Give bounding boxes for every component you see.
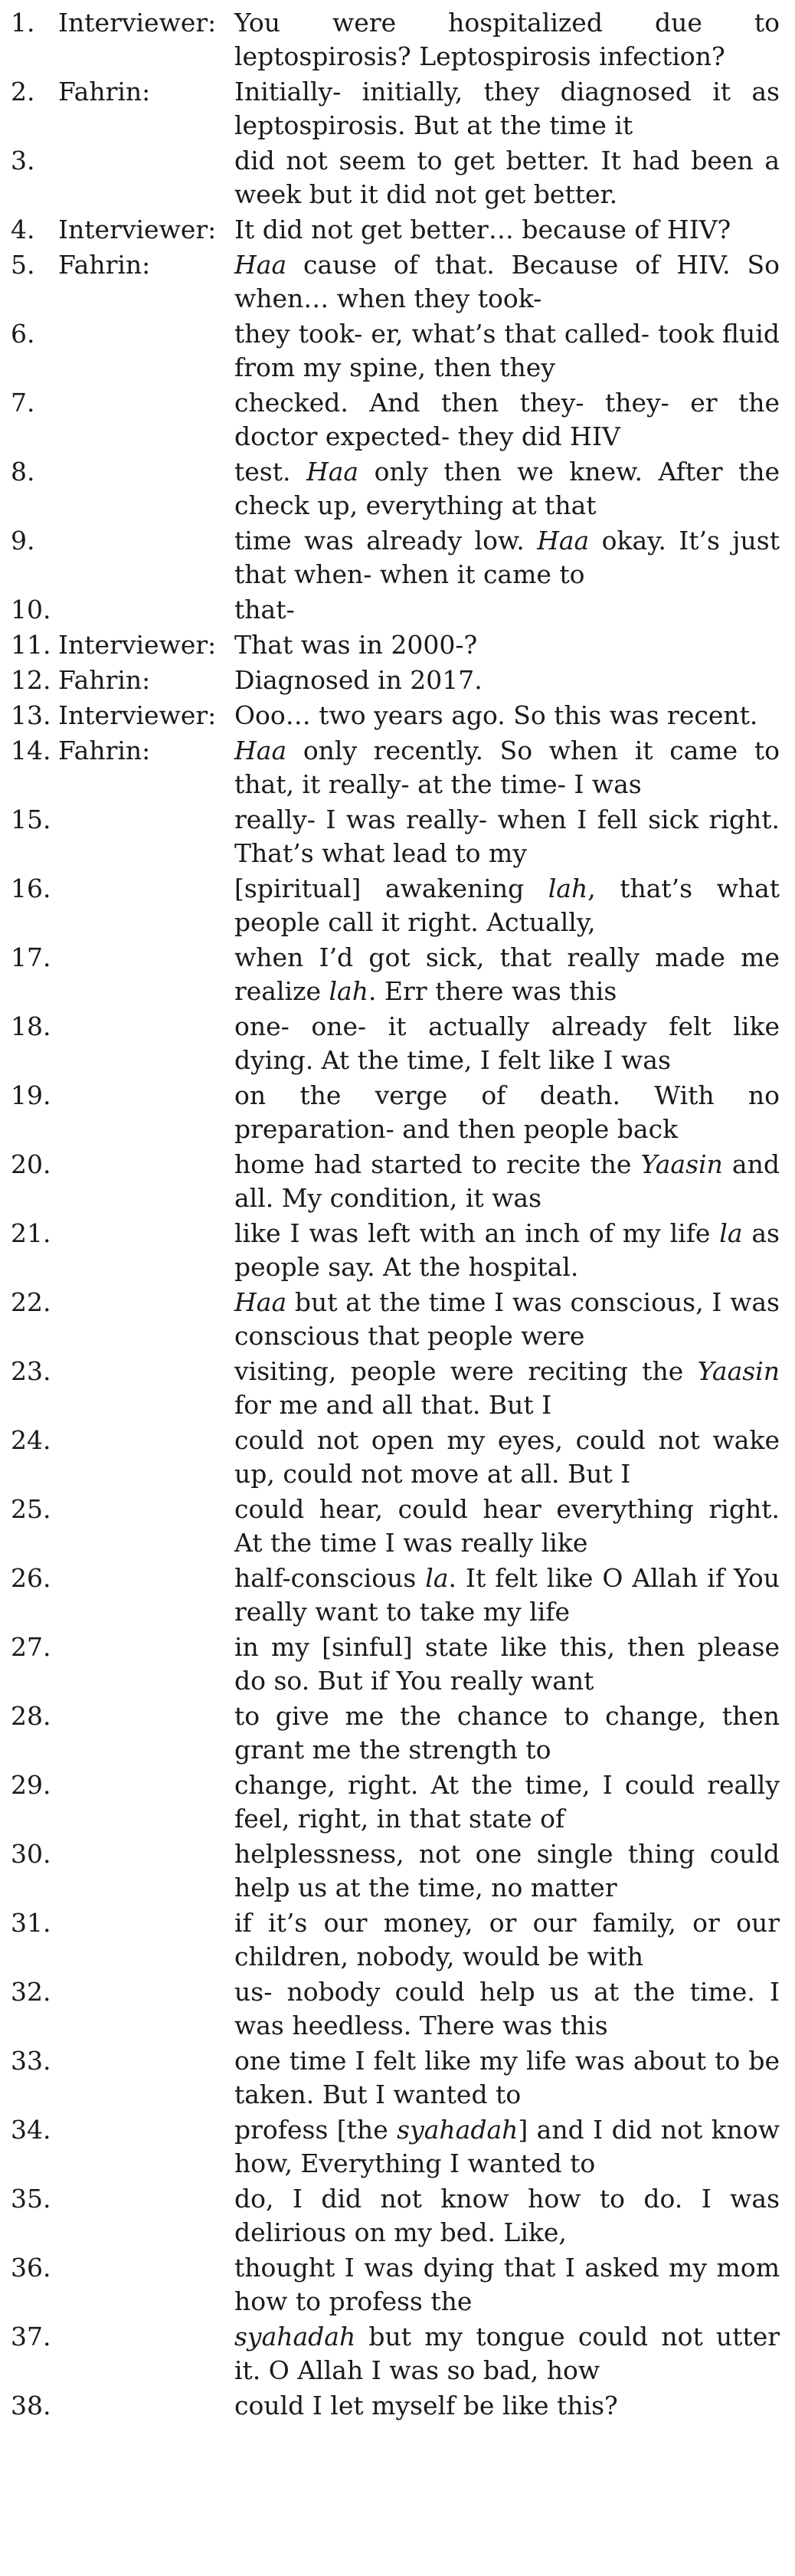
line-number: 15. [11, 805, 51, 834]
transcript-line [0, 2044, 795, 2112]
speaker-label: Interviewer: [58, 700, 217, 730]
utterance-text: Diagnosed in 2017. [234, 665, 483, 695]
transcript-line [0, 2182, 795, 2250]
line-number: 11. [11, 630, 51, 660]
utterance-text: You were hospitalized due to leptospirosis? Leptospirosis infection? [234, 8, 780, 71]
utterance-text: that- [234, 595, 295, 624]
utterance-text: on the verge of death. With no preparation- and then people back [234, 1080, 780, 1144]
utterance-text: one- one- it actually already felt like dying. At the time, I felt like I was [234, 1011, 780, 1075]
transcript-line [0, 1079, 795, 1146]
line-number: 30. [11, 1839, 51, 1869]
transcript-line [0, 213, 795, 247]
line-number: 13. [11, 700, 51, 730]
transcript-line [0, 1562, 795, 1629]
line-number: 12. [11, 665, 51, 695]
utterance-text: could hear, could hear everything right. At the time I was really like [234, 1494, 780, 1558]
transcript-line [0, 2320, 795, 2388]
speaker-label: Interviewer: [58, 8, 217, 38]
utterance-text: home had started to recite the Yaasin and all. My condition, it was [234, 1149, 780, 1213]
utterance-text: really- I was really- when I fell sick right. That’s what lead to my [234, 805, 780, 868]
line-number: 34. [11, 2115, 51, 2145]
transcript-line [0, 664, 795, 697]
line-number: 9. [11, 526, 35, 556]
line-number: 10. [11, 595, 51, 624]
utterance-text: they took- er, what’s that called- took fluid from my spine, then they [234, 319, 780, 382]
line-number: 22. [11, 1287, 51, 1317]
transcript-line [0, 1355, 795, 1422]
speaker-label: Interviewer: [58, 630, 217, 660]
utterance-text: if it’s our money, or our family, or our children, nobody, would be with [234, 1908, 780, 1971]
utterance-text: one time I felt like my life was about to be taken. But I wanted to [234, 2046, 780, 2109]
speaker-label: Fahrin: [58, 736, 151, 765]
transcript-line [0, 1975, 795, 2043]
utterance-text: to give me the chance to change, then grant me the strength to [234, 1701, 780, 1765]
utterance-text: Haa but at the time I was conscious, I was conscious that people were [234, 1287, 780, 1351]
transcript-line [0, 1286, 795, 1353]
transcript-line [0, 75, 795, 143]
speaker-label: Fahrin: [58, 665, 151, 695]
line-number: 20. [11, 1149, 51, 1179]
transcript-line [0, 2251, 795, 2319]
line-number: 27. [11, 1632, 51, 1662]
line-number: 21. [11, 1218, 51, 1248]
utterance-text: test. Haa only then we knew. After the check up, everything at that [234, 457, 780, 520]
transcript-line [0, 386, 795, 454]
transcript-line [0, 248, 795, 316]
line-number: 26. [11, 1563, 51, 1593]
line-number: 19. [11, 1080, 51, 1110]
transcript-line [0, 1837, 795, 1905]
transcript-line [0, 524, 795, 592]
speaker-label: Fahrin: [58, 250, 151, 280]
utterance-text: when I’d got sick, that really made me realize lah. Err there was this [234, 942, 780, 1006]
line-number: 2. [11, 77, 35, 107]
transcript-line [0, 2389, 795, 2423]
transcript-line [0, 593, 795, 627]
transcript-line [0, 1768, 795, 1836]
utterance-text: in my [sinful] state like this, then please do so. But if You really want [234, 1632, 780, 1696]
line-number: 23. [11, 1356, 51, 1386]
line-number: 1. [11, 8, 35, 38]
utterance-text: did not seem to get better. It had been a week but it did not get better. [234, 146, 780, 209]
utterance-text: Ooo… two years ago. So this was recent. [234, 700, 758, 730]
utterance-text: visiting, people were reciting the Yaasin for me and all that. But I [234, 1356, 780, 1420]
line-number: 36. [11, 2253, 51, 2283]
transcript-line [0, 699, 795, 732]
line-number: 38. [11, 2391, 51, 2420]
line-number: 5. [11, 250, 35, 280]
transcript-line [0, 317, 795, 385]
line-number: 7. [11, 388, 35, 418]
utterance-text: us- nobody could help us at the time. I was heedless. There was this [234, 1977, 780, 2040]
transcript-line [0, 1493, 795, 1560]
utterance-text: Initially- initially, they diagnosed it as leptospirosis. But at the time it [234, 77, 780, 140]
transcript-line [0, 1699, 795, 1767]
transcript-line [0, 803, 795, 870]
utterance-text: thought I was dying that I asked my mom how to profess the [234, 2253, 780, 2316]
utterance-text: half-conscious la. It felt like O Allah if You really want to take my life [234, 1563, 780, 1627]
utterance-text: could I let myself be like this? [234, 2391, 618, 2420]
line-number: 8. [11, 457, 35, 487]
transcript-line [0, 941, 795, 1008]
line-number: 14. [11, 736, 51, 765]
line-number: 31. [11, 1908, 51, 1938]
line-number: 29. [11, 1770, 51, 1800]
line-number: 37. [11, 2322, 51, 2352]
utterance-text: It did not get better… because of HIV? [234, 215, 731, 244]
transcript-line [0, 734, 795, 801]
line-number: 28. [11, 1701, 51, 1731]
line-number: 17. [11, 942, 51, 972]
utterance-text: [spiritual] awakening lah, that’s what people call it right. Actually, [234, 873, 780, 937]
transcript-line [0, 628, 795, 662]
line-number: 24. [11, 1425, 51, 1455]
transcript-line [0, 1010, 795, 1077]
transcript-line [0, 144, 795, 211]
transcript-line [0, 455, 795, 523]
speaker-label: Interviewer: [58, 215, 217, 244]
line-number: 18. [11, 1011, 51, 1041]
utterance-text: Haa only recently. So when it came to that, it really- at the time- I was [234, 736, 780, 799]
utterance-text: change, right. At the time, I could really feel, right, in that state of [234, 1770, 780, 1834]
line-number: 35. [11, 2184, 51, 2214]
line-number: 4. [11, 215, 35, 244]
transcript-line [0, 6, 795, 74]
line-number: 16. [11, 873, 51, 903]
transcript-line [0, 1906, 795, 1974]
transcript-line [0, 1630, 795, 1698]
utterance-text: like I was left with an inch of my life la as people say. At the hospital. [234, 1218, 780, 1282]
line-number: 32. [11, 1977, 51, 2007]
utterance-text: do, I did not know how to do. I was delirious on my bed. Like, [234, 2184, 780, 2247]
utterance-text: That was in 2000-? [234, 630, 478, 660]
transcript-line [0, 872, 795, 939]
transcript-line [0, 2113, 795, 2181]
utterance-text: could not open my eyes, could not wake up, could not move at all. But I [234, 1425, 780, 1489]
utterance-text: helplessness, not one single thing could help us at the time, no matter [234, 1839, 780, 1903]
utterance-text: time was already low. Haa okay. It’s just that when- when it came to [234, 526, 780, 589]
line-number: 25. [11, 1494, 51, 1524]
utterance-text: syahadah but my tongue could not utter it. O Allah I was so bad, how [234, 2322, 780, 2385]
utterance-text: checked. And then they- they- er the doctor expected- they did HIV [234, 388, 780, 451]
speaker-label: Fahrin: [58, 77, 151, 107]
transcript-line [0, 1424, 795, 1491]
transcript-line [0, 1148, 795, 1215]
utterance-text: profess [the syahadah] and I did not know how, Everything I wanted to [234, 2115, 780, 2178]
transcript-line [0, 1217, 795, 1284]
line-number: 3. [11, 146, 35, 175]
line-number: 33. [11, 2046, 51, 2076]
line-number: 6. [11, 319, 35, 349]
utterance-text: Haa cause of that. Because of HIV. So when… when they took- [234, 250, 780, 313]
